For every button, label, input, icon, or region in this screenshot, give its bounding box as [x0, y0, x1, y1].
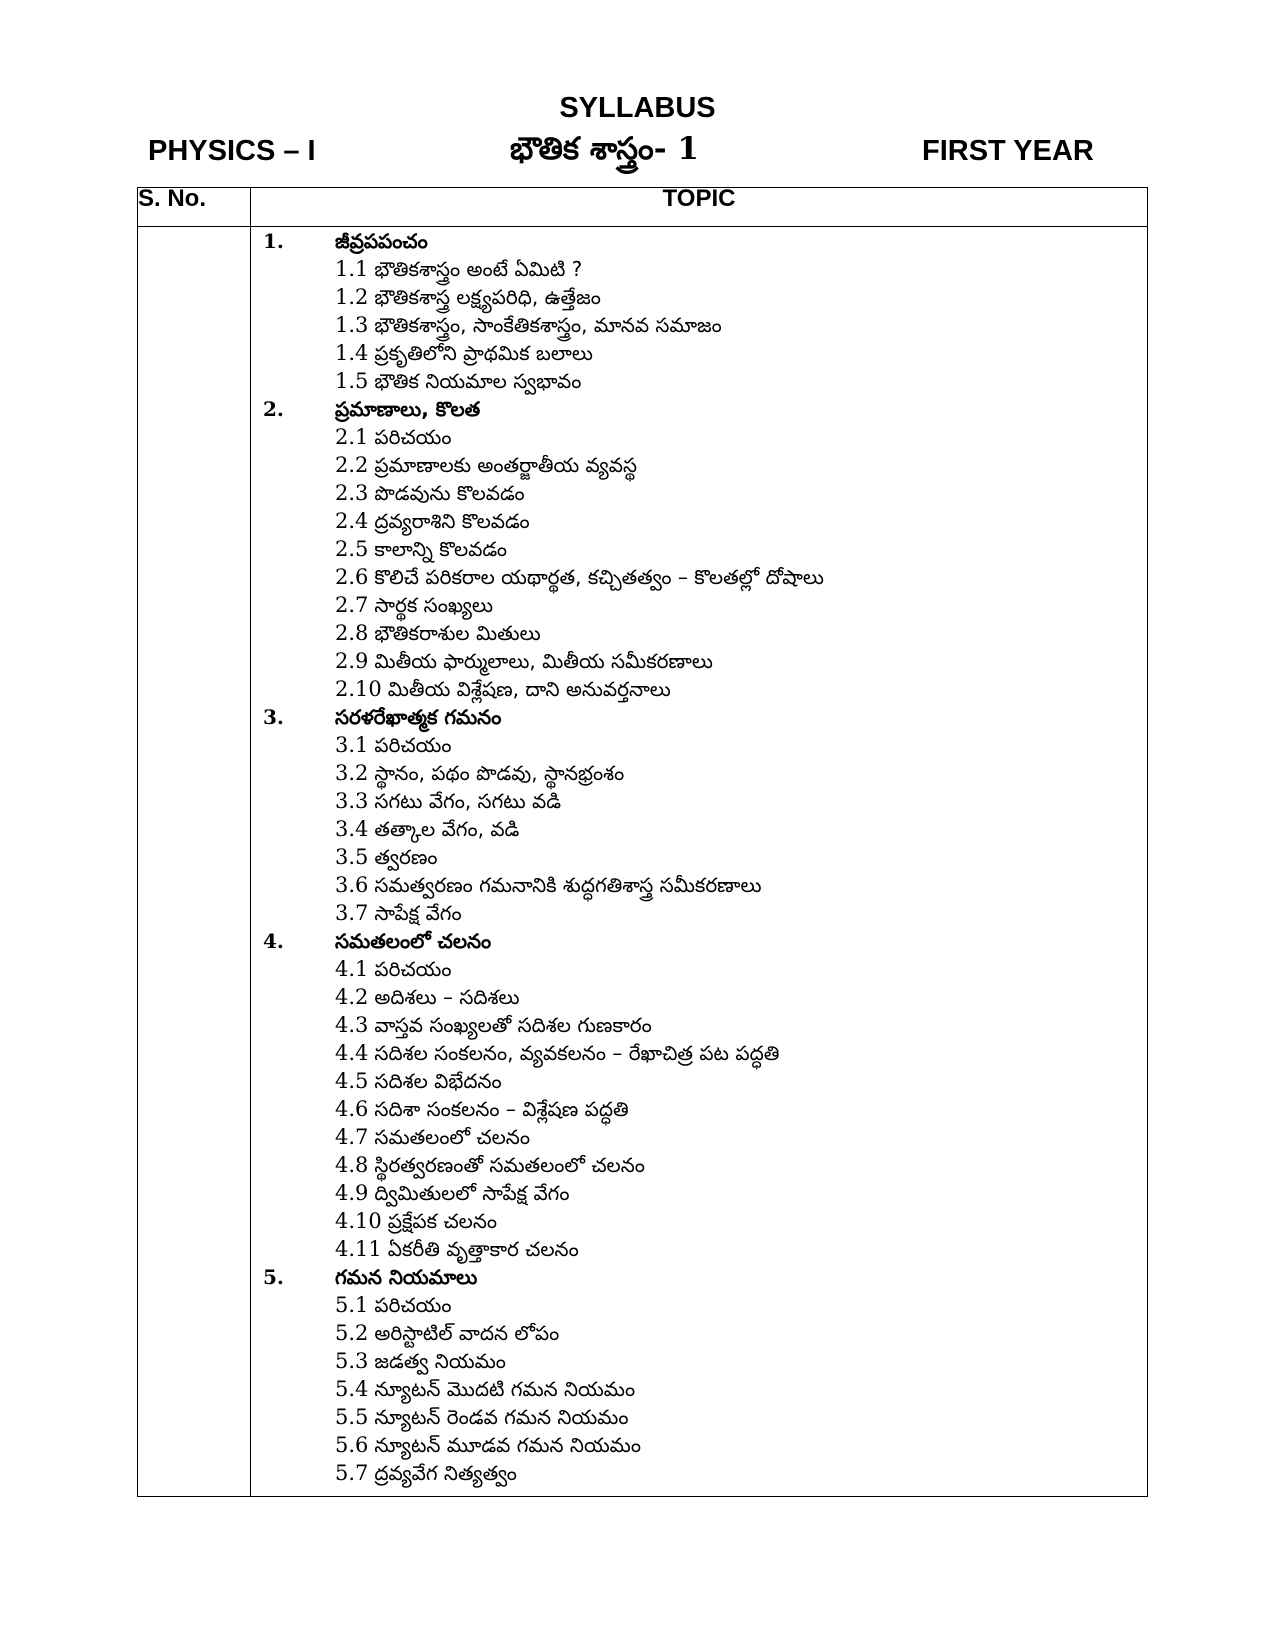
subtopic-number: 2.5 [335, 537, 369, 561]
chapter-row [251, 395, 1147, 423]
subtopic-number: 4.10 [335, 1209, 382, 1233]
chapter-title: సమతలంలో చలనం [335, 929, 492, 953]
chapter-title: జీవ్రపపంచం [335, 229, 428, 253]
subtopic-row [251, 1431, 1147, 1459]
subtopic-number: 1.2 [335, 285, 369, 309]
chapter-number: 4. [263, 929, 284, 953]
subtopic-number: 1.3 [335, 313, 369, 337]
subtopic-title: సదిశల విభేదనం [374, 1069, 502, 1093]
subtopic-number: 4.7 [335, 1125, 369, 1149]
subtopic-row [251, 619, 1147, 647]
subtopic-title: భౌతికశాస్త్రం అంటే ఏమిటి ? [374, 257, 583, 281]
subtopic-row [251, 1459, 1147, 1487]
subtopic-title: న్యూటన్ రెండవ గమన నియమం [374, 1405, 629, 1429]
subtopic-number: 5.7 [335, 1461, 369, 1485]
subtopic-row [251, 843, 1147, 871]
subtopic-number: 5.1 [335, 1293, 369, 1317]
subtopic-row [251, 1291, 1147, 1319]
chapter-title: గమన నియమాలు [335, 1265, 478, 1289]
subtopic-title: సమత్వరణం గమనానికి శుద్ధగతిశాస్త్ర సమీకరణాలు [374, 873, 762, 897]
subtopic-title: వాస్తవ సంఖ్యలతో సదిశల గుణకారం [374, 1013, 652, 1037]
subtopic-number: 2.3 [335, 481, 369, 505]
subtopic-number: 4.5 [335, 1069, 369, 1093]
table-body-row [138, 227, 1148, 1497]
subtopic-number: 3.4 [335, 817, 369, 841]
heading-row [0, 131, 1275, 175]
subtopic-row [251, 1067, 1147, 1095]
chapter-row [251, 703, 1147, 731]
subtopic-number: 3.1 [335, 733, 369, 757]
subtopic-row [251, 507, 1147, 535]
subtopic-title: సమతలంలో చలనం [374, 1125, 530, 1149]
syllabus-table [137, 187, 1148, 1497]
subtopic-row [251, 955, 1147, 983]
subtopic-row [251, 675, 1147, 703]
subtopic-title: ప్రకృతిలోని ప్రాథమిక బలాలు [374, 341, 593, 365]
subtopic-number: 5.4 [335, 1377, 369, 1401]
subtopic-number: 1.1 [335, 257, 369, 281]
subtopic-row [251, 1123, 1147, 1151]
subtopic-number: 2.1 [335, 425, 369, 449]
subtopic-row [251, 1235, 1147, 1263]
subtopic-title: న్యూటన్ మూడవ గమన నియమం [374, 1433, 641, 1457]
subtopic-row [251, 899, 1147, 927]
subtopic-number: 4.1 [335, 957, 369, 981]
subtopic-title: ద్రవ్యరాశిని కొలవడం [374, 509, 530, 533]
subtopic-title: న్యూటన్ మొదటి గమన నియమం [374, 1377, 636, 1401]
subtopic-row [251, 983, 1147, 1011]
subtopic-number: 2.2 [335, 453, 369, 477]
subtopic-number: 2.6 [335, 565, 369, 589]
subtopic-row [251, 367, 1147, 395]
subtopic-number: 4.2 [335, 985, 369, 1009]
subtopic-title: భౌతికరాశుల మితులు [374, 621, 541, 645]
subtopic-title: జడత్వ నియమం [374, 1349, 506, 1373]
subtopic-row [251, 1039, 1147, 1067]
topic-cell [251, 227, 1148, 1497]
subtopic-row [251, 563, 1147, 591]
subtopic-row [251, 591, 1147, 619]
chapter-row [251, 927, 1147, 955]
subtopic-title: పరిచయం [374, 733, 452, 757]
subtopic-number: 3.3 [335, 789, 369, 813]
subtopic-number: 4.9 [335, 1181, 369, 1205]
subtopic-number: 3.6 [335, 873, 369, 897]
column-header-sno: S. No. [138, 188, 251, 227]
subtopic-row [251, 1179, 1147, 1207]
chapter-title: సరళరేఖాత్మక గమనం [335, 705, 502, 729]
subtopic-number: 2.7 [335, 593, 369, 617]
subtopic-row [251, 647, 1147, 675]
subtopic-title: పరిచయం [374, 957, 452, 981]
subtopic-number: 4.6 [335, 1097, 369, 1121]
subtopic-title: భౌతికశాస్త్రం, సాంకేతికశాస్త్రం, మానవ సమాజం [374, 313, 722, 337]
subtopic-number: 3.2 [335, 761, 369, 785]
chapter-number: 3. [263, 705, 284, 729]
table-header-row [138, 188, 1148, 227]
subtopic-row [251, 1151, 1147, 1179]
subtopic-title: భౌతిక నియమాల స్వభావం [374, 369, 582, 393]
subtopic-number: 1.4 [335, 341, 369, 365]
subtopic-row [251, 759, 1147, 787]
subtopic-row [251, 283, 1147, 311]
subtopic-title: మితీయ విశ్లేషణ, దాని అనువర్తనాలు [387, 677, 671, 701]
page-title: SYLLABUS [559, 92, 716, 124]
subtopic-title: కొలిచే పరికరాల యథార్థత, కచ్చితత్వం – కొలతల్లో దోషాలు [374, 565, 824, 589]
subtopic-row [251, 479, 1147, 507]
subtopic-title: అదిశలు – సదిశలు [374, 985, 520, 1009]
subtopic-row [251, 255, 1147, 283]
subtopic-title: సాపేక్ష వేగం [374, 901, 462, 925]
subtopic-number: 4.4 [335, 1041, 369, 1065]
subtopic-number: 2.4 [335, 509, 369, 533]
subtopic-row [251, 451, 1147, 479]
subtopic-row [251, 1403, 1147, 1431]
year-label: FIRST YEAR [922, 135, 1094, 167]
subtopic-row [251, 423, 1147, 451]
subtopic-row [251, 787, 1147, 815]
subtopic-row [251, 1011, 1147, 1039]
subtopic-title: సదిశా సంకలనం – విశ్లేషణ పద్ధతి [374, 1097, 629, 1121]
subtopic-number: 5.3 [335, 1349, 369, 1373]
subtopic-title: ద్విమితులలో సాపేక్ష వేగం [374, 1181, 570, 1205]
chapter-row [251, 227, 1147, 255]
subtopic-row [251, 1375, 1147, 1403]
topic-list [251, 227, 1147, 1487]
subtopic-row [251, 1347, 1147, 1375]
subtopic-title: ప్రక్షేపక చలనం [387, 1209, 498, 1233]
sno-cell [138, 227, 251, 1497]
subtopic-number: 2.10 [335, 677, 382, 701]
subtopic-row [251, 339, 1147, 367]
subtopic-title: ఏకరీతి వృత్తాకార చలనం [387, 1237, 579, 1261]
subtopic-row [251, 1319, 1147, 1347]
subtopic-title: భౌతికశాస్త్ర లక్ష్యపరిధి, ఉత్తేజం [374, 285, 601, 309]
subtopic-row [251, 815, 1147, 843]
subtopic-row [251, 1095, 1147, 1123]
column-header-topic: TOPIC [251, 188, 1148, 227]
subtopic-title: పొడవును కొలవడం [374, 481, 525, 505]
chapter-number: 2. [263, 397, 284, 421]
subtopic-number: 4.11 [335, 1237, 382, 1261]
subtopic-number: 1.5 [335, 369, 369, 393]
subtopic-row [251, 871, 1147, 899]
subtopic-row [251, 311, 1147, 339]
subtopic-row [251, 535, 1147, 563]
chapter-number: 5. [263, 1265, 284, 1289]
subtopic-title: అరిస్టాటిల్ వాదన లోపం [374, 1321, 560, 1345]
subtopic-title: పరిచయం [374, 425, 452, 449]
subtopic-number: 5.5 [335, 1405, 369, 1429]
subtopic-row [251, 1207, 1147, 1235]
subtopic-number: 2.8 [335, 621, 369, 645]
subtopic-title: ద్రవ్యవేగ నిత్యత్వం [374, 1461, 517, 1485]
subtopic-title: ప్రమాణాలకు అంతర్జాతీయ వ్యవస్థ [374, 453, 637, 477]
subtopic-number: 2.9 [335, 649, 369, 673]
subtopic-title: త్వరణం [374, 845, 438, 869]
chapter-number: 1. [263, 229, 284, 253]
chapter-row [251, 1263, 1147, 1291]
subtopic-title: స్థానం, పథం పొడవు, స్థానభ్రంశం [374, 761, 625, 785]
subtopic-number: 5.2 [335, 1321, 369, 1345]
subtopic-number: 3.7 [335, 901, 369, 925]
subtopic-number: 3.5 [335, 845, 369, 869]
subtopic-title: మితీయ ఫార్ములాలు, మితీయ సమీకరణాలు [374, 649, 713, 673]
subtopic-title: సగటు వేగం, సగటు వడి [374, 789, 561, 813]
subtopic-number: 4.8 [335, 1153, 369, 1177]
subtopic-row [251, 731, 1147, 759]
subtopic-title: సార్థక సంఖ్యలు [374, 593, 494, 617]
subtopic-title: తత్కాల వేగం, వడి [374, 817, 520, 841]
subtopic-title: పరిచయం [374, 1293, 452, 1317]
subtopic-title: స్థిరత్వరణంతో సమతలంలో చలనం [374, 1153, 645, 1177]
subtopic-title: సదిశల సంకలనం, వ్యవకలనం – రేఖాచిత్ర పట పద్ధతి [374, 1041, 780, 1065]
subtopic-title: కాలాన్ని కొలవడం [374, 537, 508, 561]
subject-title-telugu: భౌతిక శాస్త్రం- 1 [510, 131, 699, 167]
subject-code: PHYSICS – I [148, 135, 316, 167]
chapter-title: ప్రమాణాలు, కొలత [335, 397, 481, 421]
subtopic-number: 5.6 [335, 1433, 369, 1457]
subtopic-number: 4.3 [335, 1013, 369, 1037]
